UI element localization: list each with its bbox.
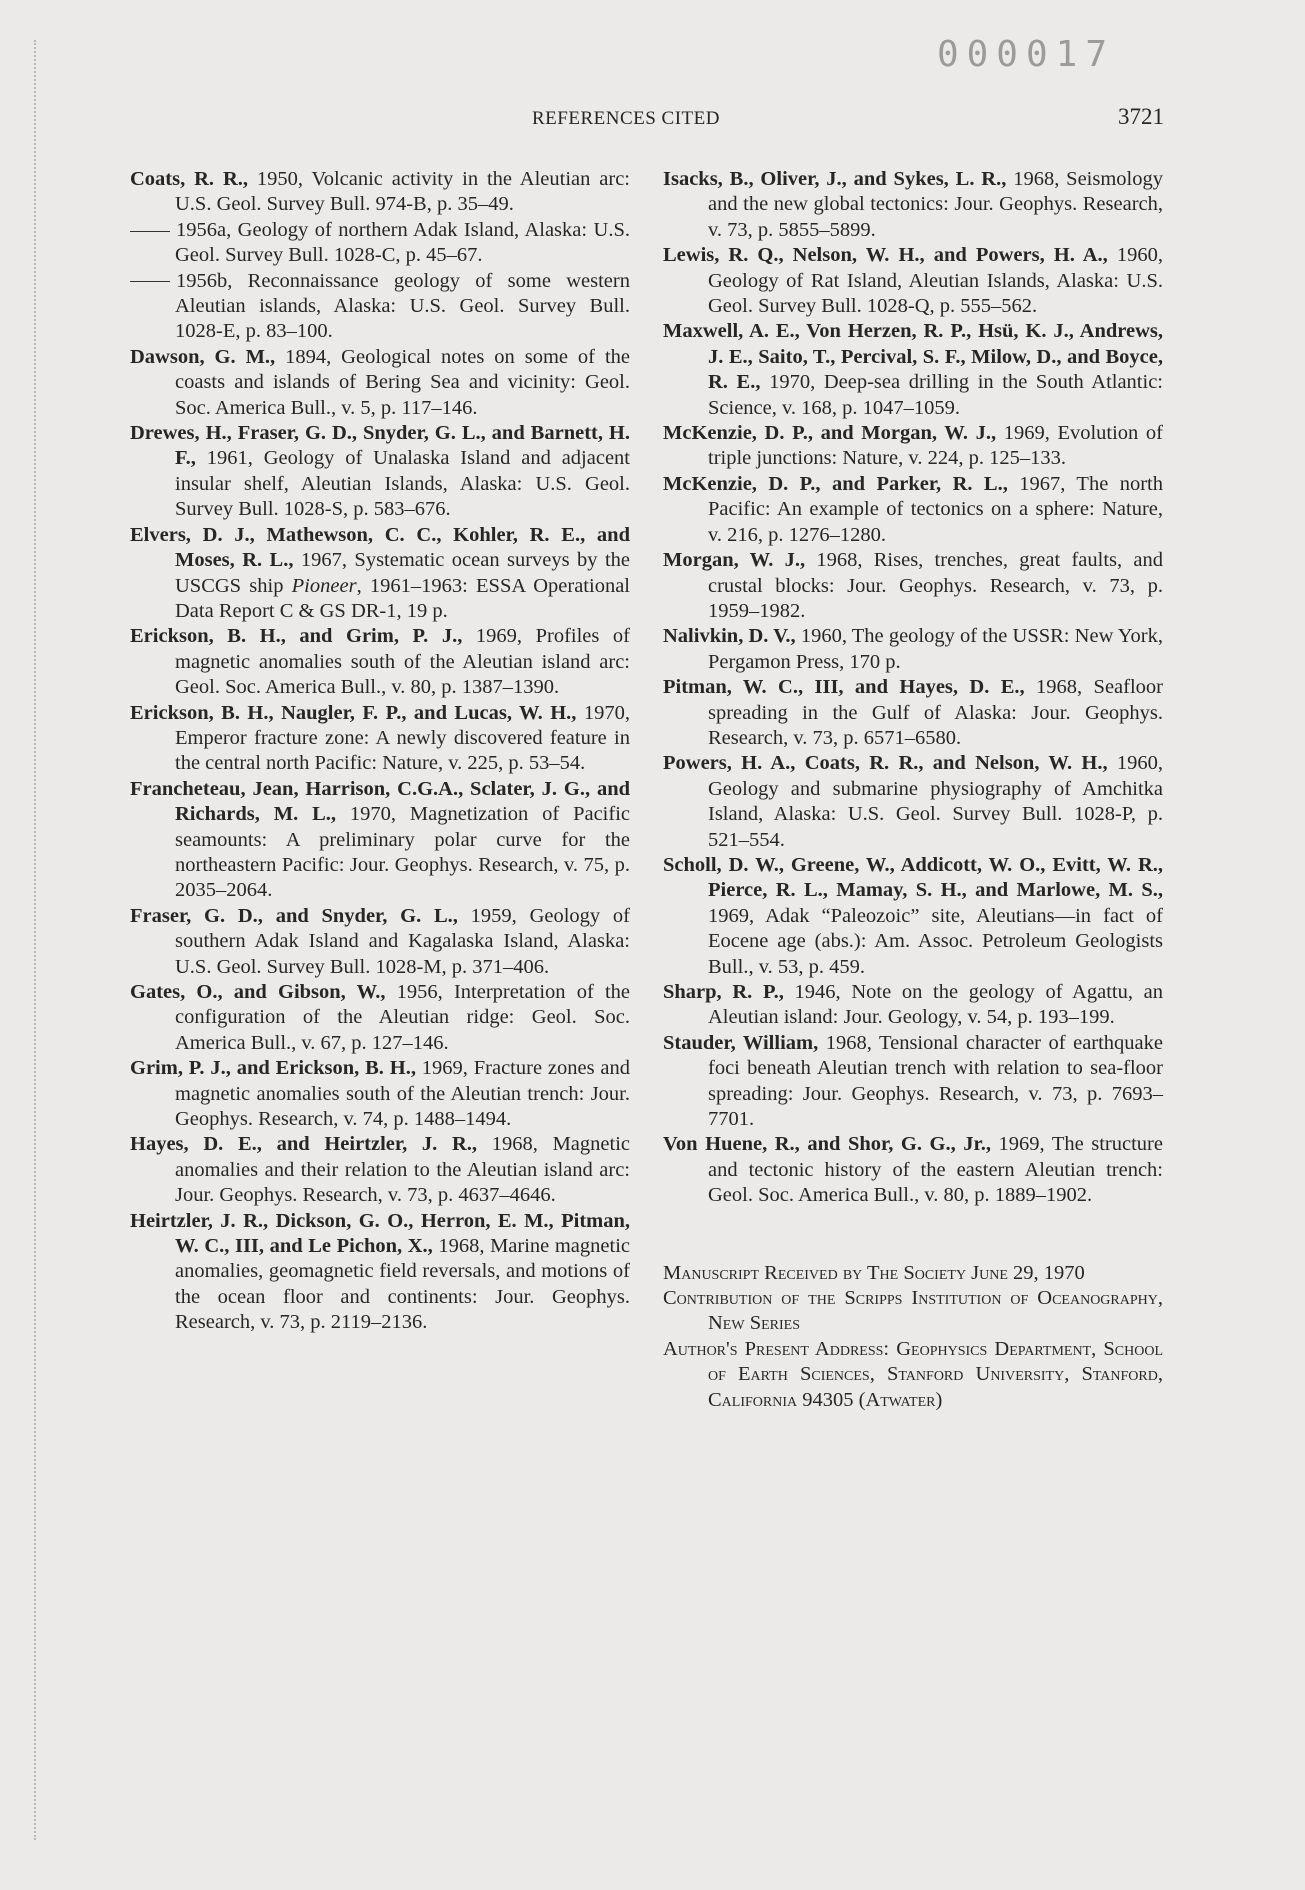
manuscript-notes [663,1261,1163,1413]
reference-entry: Stauder, William, 1968, Tensional character of earthquake foci beneath Aleutian trench with relation to sea-floor spreading: Jour. Geophys. Research, v. 73, p. 7693–7701. [663,1031,1164,1131]
reference-entry: Dawson, G. M., 1894, Geological notes on some of the coasts and islands of Bering Sea and vicinity: Geol. Soc. America Bull., v. 5, p. 117–146. [130,345,630,419]
reference-entry: Coats, R. R., 1950, Volcanic activity in the Aleutian arc: U.S. Geol. Survey Bull. 974-B, p. 35–49. [130,168,630,216]
reference-entry: Scholl, D. W., Greene, W., Addicott, W. O., Evitt, W. R., Pierce, R. L., Mamay, S. H., and Marlowe, M. S., 1969, Adak “Paleozoic” site, Aleutians—in fact of Eocene age (abs.): Am. Assoc. Petroleum Geologists Bull., v. 53, p. 459. [663,853,1163,978]
reference-entry: Erickson, B. H., Naugler, F. P., and Lucas, W. H., 1970, Emperor fracture zone: A newly discovered feature in the central north Pacific: Nature, v. 225, p. 53–54. [130,701,630,775]
reference-entry: Drewes, H., Fraser, G. D., Snyder, G. L., and Barnett, H. F., 1961, Geology of Unalaska Island and adjacent insular shelf, Aleutian Islands, Alaska: U.S. Geol. Survey Bull. 1028-S, p. 583–676. [130,422,630,521]
reference-entry: McKenzie, D. P., and Morgan, W. J., 1969, Evolution of triple junctions: Nature, v. 224, p. 125–133. [663,422,1164,470]
reference-entry: Elvers, D. J., Mathewson, C. C., Kohler, R. E., and Moses, R. L., 1967, Systematic ocean surveys by the USCGS ship Pioneer, 1961–1963: ESSA Operational Data Report C & GS DR-1, 19 p. [130,523,630,622]
page-number: 3721 [1118,104,1164,129]
reference-entry: 1956b, Reconnaissance geology of some western Aleutian islands, Alaska: U.S. Geol. Survey Bull. 1028-E, p. 83–100. [130,269,630,345]
binding-holes [34,40,50,1840]
reference-entry: Hayes, D. E., and Heirtzler, J. R., 1968, Magnetic anomalies and their relation to the Aleutian island arc: Jour. Geophys. Research, v. 73, p. 4637–4646. [130,1133,630,1207]
reference-entry: Grim, P. J., and Erickson, B. H., 1969, Fracture zones and magnetic anomalies south of the Aleutian trench: Jour. Geophys. Research, v. 74, p. 1488–1494. [130,1057,630,1131]
reference-entry: 1956a, Geology of northern Adak Island, Alaska: U.S. Geol. Survey Bull. 1028-C, p. 45–67. [130,218,630,269]
references-left-column [130,167,630,1336]
reference-entry: Heirtzler, J. R., Dickson, G. O., Herron, E. M., Pitman, W. C., III, and Le Pichon, X., 1968, Marine magnetic anomalies, geomagnetic field reversals, and motions of the ocean floor and continents: Jour. Geophys. Research, v. 73, p. 2119–2136. [130,1209,630,1334]
reference-entry: Sharp, R. P., 1946, Note on the geology of Agattu, an Aleutian island: Jour. Geology, v. 54, p. 193–199. [663,981,1163,1029]
reference-entry: Lewis, R. Q., Nelson, W. H., and Powers, H. A., 1960, Geology of Rat Island, Aleutian Islands, Alaska: U.S. Geol. Survey Bull. 1028-Q, p. 555–562. [663,244,1163,318]
references-right-column [663,167,1163,1413]
running-header: REFERENCES CITED [532,108,720,129]
reference-entry: Fraser, G. D., and Snyder, G. L., 1959, Geology of southern Adak Island and Kagalaska Island, Alaska: U.S. Geol. Survey Bull. 1028-M, p. 371–406. [130,904,630,978]
reference-entry: Gates, O., and Gibson, W., 1956, Interpretation of the configuration of the Aleutian ridge: Geol. Soc. America Bull., v. 67, p. 127–146. [130,981,631,1054]
contribution-note: Contribution of the Scripps Institution of Oceanography, New Series [663,1287,1163,1335]
reference-entry: McKenzie, D. P., and Parker, R. L., 1967, The north Pacific: An example of tectonics on a sphere: Nature, v. 216, p. 1276–1280. [663,472,1163,546]
reference-entry: Francheteau, Jean, Harrison, C.G.A., Sclater, J. G., and Richards, M. L., 1970, Magnetization of Pacific seamounts: A preliminary polar curve for the northeastern Pacific: Jour. Geophys. Research, v. 75, p. 2035–2064. [130,777,631,902]
reference-entry: Maxwell, A. E., Von Herzen, R. P., Hsü, K. J., Andrews, J. E., Saito, T., Percival, S. F., Milow, D., and Boyce, R. E., 1970, Deep-sea drilling in the South Atlantic: Science, v. 168, p. 1047–1059. [663,320,1163,419]
page-stamp: 000017 [936,34,1115,75]
reference-entry: Isacks, B., Oliver, J., and Sykes, L. R., 1968, Seismology and the new global tectonics: Jour. Geophys. Research, v. 73, p. 5855–5899. [663,168,1163,241]
author-address-note: Author's Present Address: Geophysics Department, School of Earth Sciences, Stanford University, Stanford, California 94305 (Atwater) [663,1337,1163,1411]
manuscript-received-note: Manuscript Received by The Society June 29, 1970 [663,1261,1085,1284]
ditto-dash [130,231,170,232]
reference-entry: Von Huene, R., and Shor, G. G., Jr., 1969, The structure and tectonic history of the eastern Aleutian trench: Geol. Soc. America Bull., v. 80, p. 1889–1902. [663,1133,1163,1207]
reference-entry: Morgan, W. J., 1968, Rises, trenches, great faults, and crustal blocks: Jour. Geophys. Research, v. 73, p. 1959–1982. [663,549,1163,622]
reference-entry: Powers, H. A., Coats, R. R., and Nelson, W. H., 1960, Geology and submarine physiography of Amchitka Island, Alaska: U.S. Geol. Survey Bull. 1028-P, p. 521–554. [663,752,1163,851]
reference-entry: Pitman, W. C., III, and Hayes, D. E., 1968, Seafloor spreading in the Gulf of Alaska: Jour. Geophys. Research, v. 73, p. 6571–6580. [663,676,1164,749]
reference-entry: Nalivkin, D. V., 1960, The geology of the USSR: New York, Pergamon Press, 170 p. [663,625,1163,673]
reference-entry: Erickson, B. H., and Grim, P. J., 1969, Profiles of magnetic anomalies south of the Aleutian island arc: Geol. Soc. America Bull., v. 80, p. 1387–1390. [130,625,630,699]
ditto-dash [130,281,170,282]
